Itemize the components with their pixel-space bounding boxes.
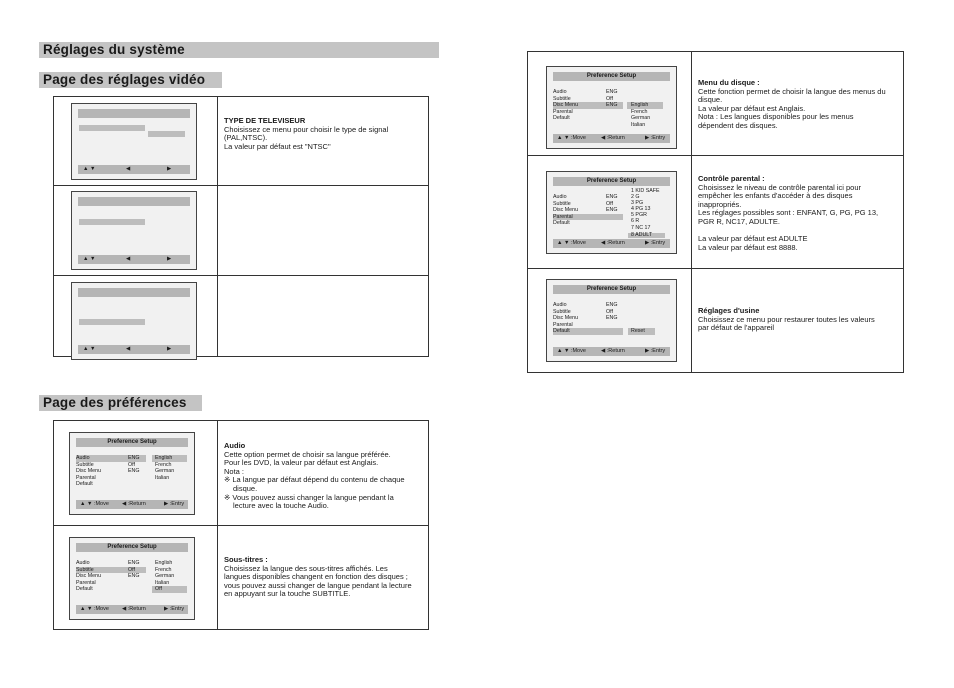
nav-move: ▲ ▼ :Move bbox=[557, 348, 586, 354]
nav-entry: ▶ :Entry bbox=[164, 501, 185, 507]
description-line: Cette option permet de choisir sa langue préférée. bbox=[224, 449, 391, 459]
menu-item-highlight bbox=[79, 319, 145, 325]
menu-item-default: Default bbox=[553, 115, 570, 121]
disc-menu-screen bbox=[546, 66, 677, 149]
nav-left: ◀ bbox=[126, 166, 131, 172]
option-german: German bbox=[631, 115, 651, 121]
description-line: disque. bbox=[233, 483, 258, 493]
menu-item-parental: Parental bbox=[553, 108, 573, 115]
default-description bbox=[698, 307, 903, 333]
video-menu-screen-1 bbox=[71, 103, 197, 180]
description-line: en appuyant sur la touche SUBTITLE. bbox=[224, 589, 351, 599]
screen-title-bar bbox=[78, 288, 190, 297]
rating-g: 2 G bbox=[631, 194, 640, 200]
screen-title: Preference Setup bbox=[76, 438, 188, 447]
option-english: English bbox=[155, 560, 173, 566]
parental-description bbox=[698, 175, 903, 252]
disc-menu-value: ENG bbox=[128, 573, 140, 579]
nav-move: ▲ ▼ :Move bbox=[80, 606, 109, 612]
screen-nav-bar bbox=[553, 347, 670, 356]
subtitle-value: Off bbox=[606, 95, 613, 102]
audio-value: ENG bbox=[128, 560, 140, 566]
nav-move: ▲ ▼ :Move bbox=[557, 135, 586, 141]
menu-item-disc-menu: Disc Menu ENG bbox=[76, 468, 140, 474]
video-settings-heading: Page des réglages vidéo bbox=[39, 72, 222, 88]
description-line: La valeur par défaut est ADULTE bbox=[698, 234, 808, 244]
rating-pgr: 5 PGR bbox=[631, 212, 647, 218]
parental-heading: Contrôle parental : bbox=[698, 174, 765, 183]
audio-value: ENG bbox=[606, 194, 618, 200]
menu-item-subtitle: Subtitle Off bbox=[553, 200, 613, 207]
screen-nav-bar bbox=[76, 605, 188, 614]
menu-item-disc-menu: Disc Menu ENG bbox=[553, 315, 618, 321]
rating-kid-safe: 1 KID SAFE bbox=[631, 188, 660, 194]
description-line: inappropriés. bbox=[698, 199, 742, 209]
description-line: vous pouvez aussi changer de langue pendant la lecture bbox=[224, 580, 412, 590]
option-german: German bbox=[155, 573, 175, 579]
option-english: English bbox=[631, 102, 649, 108]
option-german: German bbox=[155, 468, 175, 474]
screen-title: Preference Setup bbox=[553, 72, 670, 81]
video-menu-screen-3 bbox=[71, 282, 197, 360]
option-french: French bbox=[155, 461, 172, 468]
screen-nav-bar bbox=[78, 345, 190, 354]
audio-description bbox=[224, 442, 429, 511]
system-settings-heading: Réglages du système bbox=[39, 42, 439, 58]
subtitle-value: Off bbox=[128, 461, 135, 468]
description-line: La valeur par défaut est "NTSC" bbox=[224, 141, 331, 151]
disc-menu-value: ENG bbox=[128, 468, 140, 474]
tv-type-description bbox=[224, 117, 424, 151]
option-italian: Italian bbox=[631, 121, 646, 128]
tv-type-heading: TYPE DE TELEVISEUR bbox=[224, 116, 306, 125]
option-french: French bbox=[631, 108, 648, 115]
description-line: (PAL,NTSC). bbox=[224, 133, 268, 143]
rating-nc17: 7 NC 17 bbox=[631, 224, 651, 231]
description-line: Pour les DVD, la valeur par défaut est Anglais. bbox=[224, 458, 379, 468]
rating-adult: 8 ADULT bbox=[631, 232, 653, 238]
menu-item-subtitle: Subtitle Off bbox=[76, 567, 146, 574]
audio-value: ENG bbox=[606, 89, 618, 95]
description-line: Les réglages possibles sont : ENFANT, G, PG, PG 13, bbox=[698, 208, 879, 218]
video-settings-table bbox=[53, 96, 429, 357]
menu-item-highlight bbox=[79, 219, 145, 225]
nav-left: ◀ bbox=[126, 346, 131, 352]
audio-heading: Audio bbox=[224, 441, 246, 450]
audio-menu-screen bbox=[69, 432, 195, 515]
nav-return: ◀ :Return bbox=[601, 135, 625, 141]
default-menu-screen bbox=[546, 279, 677, 362]
nav-entry: ▶ :Entry bbox=[645, 348, 666, 354]
menu-item-parental: Parental bbox=[76, 474, 96, 481]
description-line: empêcher les enfants d'accéder à des disques bbox=[698, 191, 853, 201]
nav-right: ▶ bbox=[167, 166, 172, 172]
screen-nav-bar bbox=[78, 165, 190, 174]
menu-item-highlight bbox=[79, 125, 145, 131]
rating-r: 6 R bbox=[631, 218, 640, 224]
rating-pg: 3 PG bbox=[631, 200, 644, 206]
preferences-table-right bbox=[527, 51, 904, 373]
menu-item-default: Default bbox=[553, 220, 570, 226]
reset-option: Reset bbox=[631, 328, 645, 334]
description-line: La valeur par défaut est 8888. bbox=[698, 242, 798, 252]
nav-entry: ▶ :Entry bbox=[645, 135, 666, 141]
nav-move: ▲ ▼ :Move bbox=[80, 501, 109, 507]
menu-item-default: Default bbox=[76, 586, 93, 592]
audio-value: ENG bbox=[606, 302, 618, 308]
nav-entry: ▶ :Entry bbox=[645, 240, 666, 246]
menu-item-subtitle: Subtitle Off bbox=[553, 308, 613, 315]
preferences-table-left bbox=[53, 420, 429, 630]
description-line: Choisissez le niveau de contrôle parental ici pour bbox=[698, 182, 862, 192]
disc-menu-value: ENG bbox=[606, 315, 618, 321]
screen-nav-bar bbox=[553, 134, 670, 143]
nav-return: ◀ :Return bbox=[122, 606, 146, 612]
menu-item-parental: Parental bbox=[553, 214, 623, 221]
preferences-heading: Page des préférences bbox=[39, 395, 202, 411]
description-line: disque. bbox=[698, 95, 723, 105]
nav-updown: ▲ ▼ bbox=[83, 166, 96, 172]
subtitle-value: Off bbox=[606, 308, 613, 315]
description-line: par défaut de l'appareil bbox=[698, 323, 775, 333]
nav-entry: ▶ :Entry bbox=[164, 606, 185, 612]
menu-item-disc-menu: Disc Menu ENG bbox=[76, 573, 140, 579]
disc-menu-heading: Menu du disque : bbox=[698, 78, 760, 87]
option-off: Off bbox=[155, 586, 162, 592]
description-line: La valeur par défaut est Anglais. bbox=[698, 103, 806, 113]
menu-item-audio: Audio ENG bbox=[76, 455, 146, 462]
menu-item-disc-menu: Disc Menu ENG bbox=[553, 207, 618, 213]
menu-item-disc-menu: Disc Menu ENG bbox=[553, 102, 623, 109]
description-line: ※ Vous pouvez aussi changer la langue pendant la bbox=[224, 492, 394, 502]
disc-menu-description bbox=[698, 79, 903, 131]
description-line: langues disponibles changent en fonction des disques ; bbox=[224, 572, 408, 582]
description-line: Cette fonction permet de choisir la langue des menus du bbox=[698, 86, 886, 96]
description-line: Choisissez ce menu pour choisir le type de signal bbox=[224, 124, 389, 134]
menu-value-highlight bbox=[148, 131, 185, 137]
description-line: lecture avec la touche Audio. bbox=[233, 501, 329, 511]
description-line: Choisissez ce menu pour restaurer toutes les valeurs bbox=[698, 314, 875, 324]
menu-item-subtitle: Subtitle Off bbox=[76, 461, 135, 468]
screen-title: Preference Setup bbox=[76, 543, 188, 552]
screen-title-bar bbox=[78, 109, 190, 118]
subtitle-menu-screen bbox=[69, 537, 195, 620]
parental-menu-screen bbox=[546, 171, 677, 254]
disc-menu-value: ENG bbox=[606, 102, 618, 108]
menu-item-parental: Parental bbox=[553, 321, 573, 328]
nav-right: ▶ bbox=[167, 346, 172, 352]
screen-title: Preference Setup bbox=[553, 177, 670, 186]
screen-nav-bar bbox=[76, 500, 188, 509]
menu-item-audio: Audio ENG bbox=[553, 194, 618, 200]
menu-item-subtitle: Subtitle Off bbox=[553, 95, 613, 102]
rating-pg13: 4 PG 13 bbox=[631, 206, 651, 212]
nav-return: ◀ :Return bbox=[601, 240, 625, 246]
screen-title-bar bbox=[78, 197, 190, 206]
description-line: PGR R, NC17, ADULTE. bbox=[698, 216, 780, 226]
nav-return: ◀ :Return bbox=[601, 348, 625, 354]
description-line: Nota : Les langues disponibles pour les menus bbox=[698, 112, 854, 122]
subtitle-value: Off bbox=[606, 200, 613, 207]
nav-right: ▶ bbox=[167, 256, 172, 262]
menu-item-default: Default bbox=[553, 328, 623, 335]
nav-updown: ▲ ▼ bbox=[83, 256, 96, 262]
nav-updown: ▲ ▼ bbox=[83, 346, 96, 352]
subtitle-value: Off bbox=[128, 566, 135, 573]
option-italian: Italian bbox=[155, 474, 170, 481]
description-line: Choisissez la langue des sous-titres affichés. Les bbox=[224, 563, 388, 573]
menu-item-default: Default bbox=[76, 481, 93, 487]
screen-title: Preference Setup bbox=[553, 285, 670, 294]
video-menu-screen-2 bbox=[71, 191, 197, 270]
default-heading: Réglages d'usine bbox=[698, 306, 760, 315]
screen-nav-bar bbox=[78, 255, 190, 264]
subtitle-heading: Sous-titres : bbox=[224, 555, 268, 564]
option-italian: Italian bbox=[155, 579, 170, 586]
description-line: Nota : bbox=[224, 466, 245, 476]
screen-nav-bar bbox=[553, 239, 670, 248]
description-line: dépendent des disques. bbox=[698, 120, 778, 130]
disc-menu-value: ENG bbox=[606, 207, 618, 213]
description-line: ※ La langue par défaut dépend du contenu de chaque bbox=[224, 475, 405, 485]
nav-move: ▲ ▼ :Move bbox=[557, 240, 586, 246]
menu-item-audio: Audio ENG bbox=[76, 560, 140, 566]
audio-value: ENG bbox=[128, 455, 140, 461]
nav-return: ◀ :Return bbox=[122, 501, 146, 507]
menu-item-parental: Parental bbox=[76, 579, 96, 586]
menu-item-audio: Audio ENG bbox=[553, 89, 618, 95]
nav-left: ◀ bbox=[126, 256, 131, 262]
option-english: English bbox=[155, 455, 173, 461]
menu-item-audio: Audio ENG bbox=[553, 302, 618, 308]
subtitle-description bbox=[224, 556, 429, 599]
option-french: French bbox=[155, 566, 172, 573]
